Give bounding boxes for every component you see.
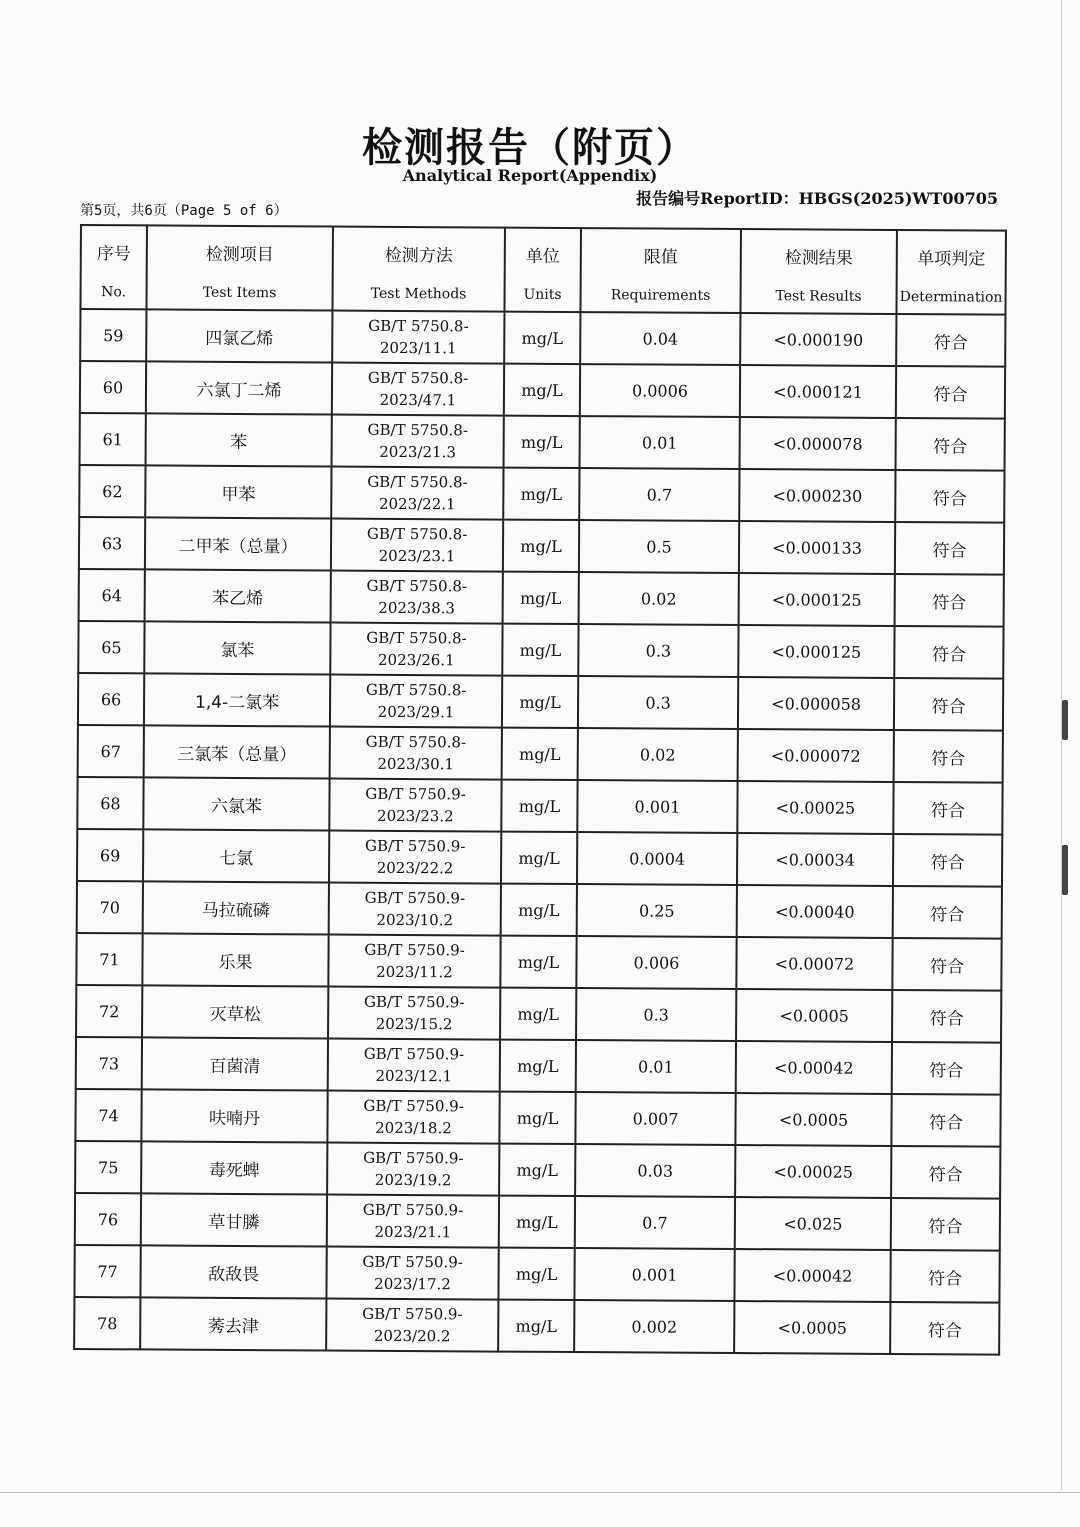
test-method	[329, 831, 501, 884]
test-result: <0.0005	[735, 1093, 891, 1146]
column-header-en: Test Results	[775, 287, 862, 305]
table-row	[78, 621, 1003, 679]
unit: mg/L	[498, 1248, 574, 1300]
test-method	[328, 987, 500, 1040]
test-method-line: 2023/21.3	[379, 442, 456, 462]
table-row	[80, 309, 1005, 367]
test-item-name: 六氯丁二烯	[146, 361, 332, 414]
test-method-line: GB/T 5750.8-	[365, 680, 467, 700]
column-header	[504, 228, 581, 312]
test-method-line: GB/T 5750.8-	[366, 628, 467, 648]
test-method-line: 2023/15.2	[375, 1014, 453, 1034]
determination: 符合	[893, 782, 1002, 835]
test-result: <0.000078	[740, 417, 896, 470]
test-method-line: GB/T 5750.9-	[363, 1148, 464, 1168]
requirement-value: 0.02	[578, 728, 738, 781]
table-row	[77, 777, 1002, 835]
determination: 符合	[892, 990, 1001, 1043]
test-method-line: GB/T 5750.9-	[362, 1200, 464, 1220]
test-result: <0.000125	[739, 573, 895, 626]
column-header-zh: 检测结果	[784, 247, 853, 269]
requirement-value: 0.5	[579, 520, 739, 573]
table-row	[75, 1089, 1000, 1147]
test-method	[332, 363, 504, 416]
column-header-zh: 限值	[643, 246, 678, 268]
test-method-line: GB/T 5750.8-	[368, 316, 469, 336]
requirement-value: 0.006	[576, 936, 736, 989]
unit: mg/L	[502, 676, 578, 728]
test-result: <0.0005	[736, 989, 892, 1042]
row-number: 61	[80, 413, 146, 465]
test-method-line: 2023/18.2	[375, 1118, 452, 1138]
column-header-zh: 序号	[96, 243, 131, 264]
requirement-value: 0.25	[577, 884, 737, 937]
unit: mg/L	[501, 780, 577, 832]
test-method	[330, 675, 502, 728]
determination: 符合	[896, 314, 1005, 367]
test-item-name: 敌敌畏	[140, 1245, 326, 1298]
table-row	[78, 725, 1003, 783]
test-method	[327, 1091, 499, 1144]
test-result: <0.00072	[736, 937, 892, 990]
table-row	[75, 1193, 1000, 1251]
row-number: 63	[79, 517, 145, 569]
results-table	[73, 224, 1007, 1356]
test-method-line: GB/T 5750.9-	[362, 1304, 463, 1324]
table-header-row	[80, 225, 1005, 315]
requirement-value: 0.01	[576, 1040, 736, 1093]
requirement-value: 0.3	[576, 988, 736, 1041]
test-method-line: GB/T 5750.8-	[367, 420, 468, 440]
column-header-en: Test Methods	[370, 285, 467, 302]
test-method	[327, 1195, 499, 1248]
page-info: 第5页，共6页（Page 5 of 6）	[80, 203, 288, 219]
row-number: 62	[79, 465, 145, 517]
test-method	[331, 571, 503, 624]
table-row	[74, 1245, 999, 1303]
determination: 符合	[894, 678, 1003, 731]
row-number: 77	[74, 1245, 140, 1297]
unit: mg/L	[503, 520, 579, 572]
requirement-value: 0.002	[574, 1300, 734, 1353]
scan-smudge	[1062, 845, 1068, 895]
test-method-line: 2023/23.2	[377, 806, 454, 826]
test-item-name: 苯	[146, 413, 332, 466]
row-number: 60	[80, 361, 146, 413]
requirement-value: 0.03	[575, 1144, 735, 1197]
test-item-name: 甲苯	[145, 465, 331, 518]
test-item-name: 七氯	[143, 829, 329, 882]
unit: mg/L	[502, 624, 578, 676]
unit: mg/L	[503, 468, 579, 520]
requirement-value: 0.0006	[580, 364, 740, 417]
test-method	[331, 467, 503, 520]
determination: 符合	[893, 834, 1002, 887]
test-item-name: 氯苯	[144, 621, 330, 674]
row-number: 68	[77, 777, 143, 829]
requirement-value: 0.0004	[577, 832, 737, 885]
test-result: <0.000121	[740, 365, 896, 418]
row-number: 76	[75, 1193, 141, 1245]
determination: 符合	[890, 1302, 999, 1355]
table-row	[76, 933, 1001, 991]
row-number: 78	[74, 1297, 140, 1349]
table-row	[78, 673, 1003, 731]
test-item-name: 灭草松	[142, 985, 328, 1038]
test-result: <0.000230	[739, 469, 895, 522]
test-item-name: 六氯苯	[143, 777, 329, 830]
test-method-line: 2023/10.2	[376, 910, 454, 930]
test-method	[330, 623, 502, 676]
row-number: 65	[78, 621, 144, 673]
unit: mg/L	[500, 988, 576, 1040]
determination: 符合	[892, 938, 1001, 991]
test-result: <0.000072	[738, 729, 894, 782]
report-subtitle: Analytical Report(Appendix)	[402, 166, 658, 185]
test-method-line: 2023/11.1	[379, 338, 457, 358]
unit: mg/L	[504, 416, 580, 468]
test-method-line: GB/T 5750.9-	[364, 836, 466, 856]
column-header-en: Test Items	[202, 284, 277, 301]
determination: 符合	[891, 1198, 1000, 1251]
test-method-line: 2023/19.2	[374, 1170, 452, 1190]
test-item-name: 苯乙烯	[145, 569, 331, 622]
row-number: 72	[76, 985, 142, 1037]
column-header	[146, 225, 333, 310]
row-number: 75	[75, 1141, 141, 1193]
report-id: 报告编号ReportID：HBGS(2025)WT00705	[636, 189, 998, 208]
column-header-zh: 检测项目	[205, 244, 274, 265]
unit: mg/L	[500, 1040, 576, 1092]
test-method	[330, 727, 502, 780]
test-result: <0.0005	[734, 1301, 890, 1354]
unit: mg/L	[499, 1196, 575, 1248]
page-bottom-edge	[0, 1492, 1080, 1493]
column-header-en: Determination	[899, 288, 1003, 306]
determination: 符合	[893, 886, 1002, 939]
test-method-line: 2023/21.1	[374, 1222, 452, 1242]
determination: 符合	[894, 626, 1003, 679]
requirement-value: 0.01	[580, 416, 740, 469]
test-result: <0.000125	[738, 625, 894, 678]
table-row	[79, 465, 1004, 523]
determination: 符合	[891, 1094, 1000, 1147]
test-method-line: GB/T 5750.9-	[363, 992, 465, 1012]
test-method	[328, 935, 500, 988]
test-method-line: 2023/23.1	[378, 546, 456, 566]
unit: mg/L	[504, 364, 580, 416]
column-header	[332, 227, 505, 312]
unit: mg/L	[500, 936, 576, 988]
determination: 符合	[895, 574, 1004, 627]
row-number: 74	[75, 1089, 141, 1141]
test-method	[329, 779, 501, 832]
test-method-line: GB/T 5750.8-	[365, 732, 467, 752]
test-item-name: 四氯乙烯	[146, 309, 332, 362]
test-item-name: 草甘膦	[141, 1193, 327, 1246]
test-item-name: 二甲苯（总量）	[145, 517, 331, 570]
requirement-value: 0.7	[575, 1196, 735, 1249]
row-number: 71	[76, 933, 142, 985]
test-result: <0.00042	[736, 1041, 892, 1094]
column-header	[896, 230, 1006, 315]
table-row	[79, 569, 1004, 627]
test-item-name: 马拉硫磷	[143, 881, 329, 934]
test-result: <0.00034	[737, 833, 893, 886]
test-method-line: GB/T 5750.8-	[366, 576, 468, 596]
column-header-en: Units	[523, 286, 562, 303]
unit: mg/L	[502, 728, 578, 780]
row-number: 59	[80, 309, 146, 361]
table-row	[76, 985, 1001, 1043]
test-result: <0.000190	[740, 313, 896, 366]
test-item-name: 呋喃丹	[141, 1089, 327, 1142]
determination: 符合	[894, 730, 1003, 783]
determination: 符合	[896, 418, 1005, 471]
table-row	[80, 361, 1005, 419]
test-result: <0.000058	[738, 677, 894, 730]
test-method	[332, 311, 504, 364]
column-header-zh: 检测方法	[384, 245, 453, 266]
column-header-en: No.	[101, 283, 127, 300]
test-result: <0.00040	[737, 885, 893, 938]
test-item-name: 莠去津	[140, 1297, 326, 1350]
test-method-line: GB/T 5750.8-	[367, 368, 469, 388]
unit: mg/L	[503, 572, 579, 624]
test-method	[327, 1143, 499, 1196]
column-header-en: Requirements	[610, 286, 711, 304]
test-item-name: 三氯苯（总量）	[144, 725, 330, 778]
test-item-name: 1,4-二氯苯	[144, 673, 330, 726]
test-item-name: 乐果	[142, 933, 328, 986]
test-result: <0.00042	[734, 1249, 890, 1302]
test-method	[326, 1299, 498, 1352]
test-method	[326, 1247, 498, 1300]
table-row	[79, 517, 1004, 575]
test-item-name: 毒死蜱	[141, 1141, 327, 1194]
test-item-name: 百菌清	[142, 1037, 328, 1090]
scan-smudge	[1062, 700, 1068, 740]
table-row	[77, 881, 1002, 939]
test-method	[328, 1039, 500, 1092]
determination: 符合	[891, 1146, 1000, 1199]
test-method-line: 2023/22.2	[376, 858, 454, 878]
determination: 符合	[890, 1250, 999, 1303]
row-number: 67	[78, 725, 144, 777]
test-method-line: 2023/30.1	[377, 754, 455, 774]
test-method	[329, 883, 501, 936]
test-method-line: GB/T 5750.9-	[362, 1252, 463, 1272]
test-method-line: GB/T 5750.9-	[363, 1044, 465, 1064]
requirement-value: 0.7	[579, 468, 739, 521]
test-method-line: 2023/29.1	[377, 702, 455, 722]
page-edge	[1061, 0, 1062, 1490]
row-number: 73	[76, 1037, 142, 1089]
row-number: 70	[77, 881, 143, 933]
unit: mg/L	[501, 884, 577, 936]
test-result: <0.025	[735, 1197, 891, 1250]
table-row	[77, 829, 1002, 887]
determination: 符合	[896, 366, 1005, 419]
unit: mg/L	[504, 312, 580, 364]
requirement-value: 0.3	[578, 676, 738, 729]
test-method-line: 2023/47.1	[379, 390, 457, 410]
table-row	[75, 1141, 1000, 1199]
requirement-value: 0.3	[578, 624, 738, 677]
column-header	[80, 225, 147, 309]
test-result: <0.00025	[735, 1145, 891, 1198]
test-method-line: 2023/26.1	[377, 650, 455, 670]
test-method-line: GB/T 5750.9-	[363, 1096, 464, 1116]
requirement-value: 0.001	[574, 1248, 734, 1301]
test-method-line: 2023/20.2	[373, 1326, 451, 1346]
row-number: 66	[78, 673, 144, 725]
test-method-line: 2023/11.2	[376, 962, 453, 982]
test-method	[332, 415, 504, 468]
column-header-zh: 单位	[525, 246, 560, 267]
determination: 符合	[895, 470, 1004, 523]
unit: mg/L	[499, 1144, 575, 1196]
unit: mg/L	[498, 1300, 574, 1352]
test-method-line: 2023/22.1	[378, 494, 456, 514]
table-row	[80, 413, 1005, 471]
test-method-line: GB/T 5750.9-	[364, 940, 465, 960]
test-method-line: 2023/38.3	[378, 598, 456, 618]
test-method-line: GB/T 5750.9-	[365, 784, 466, 804]
test-method-line: GB/T 5750.9-	[364, 888, 466, 908]
requirement-value: 0.02	[579, 572, 739, 625]
test-method	[331, 519, 503, 572]
row-number: 69	[77, 829, 143, 881]
test-result: <0.000133	[739, 521, 895, 574]
unit: mg/L	[499, 1092, 575, 1144]
test-method-line: GB/T 5750.8-	[367, 472, 468, 492]
unit: mg/L	[501, 832, 577, 884]
column-header	[740, 229, 897, 314]
test-method-line: 2023/12.1	[375, 1066, 453, 1086]
requirement-value: 0.007	[575, 1092, 735, 1145]
requirement-value: 0.001	[577, 780, 737, 833]
test-method-line: 2023/17.2	[374, 1274, 451, 1294]
determination: 符合	[892, 1042, 1001, 1095]
table-row	[74, 1297, 999, 1355]
requirement-value: 0.04	[580, 312, 740, 365]
test-result: <0.00025	[737, 781, 893, 834]
determination: 符合	[895, 522, 1004, 575]
column-header	[580, 228, 741, 313]
test-method-line: GB/T 5750.8-	[366, 524, 468, 544]
report-title: 检测报告（附页）	[362, 125, 698, 171]
row-number: 64	[79, 569, 145, 621]
table-row	[76, 1037, 1001, 1095]
column-header-zh: 单项判定	[917, 248, 986, 270]
